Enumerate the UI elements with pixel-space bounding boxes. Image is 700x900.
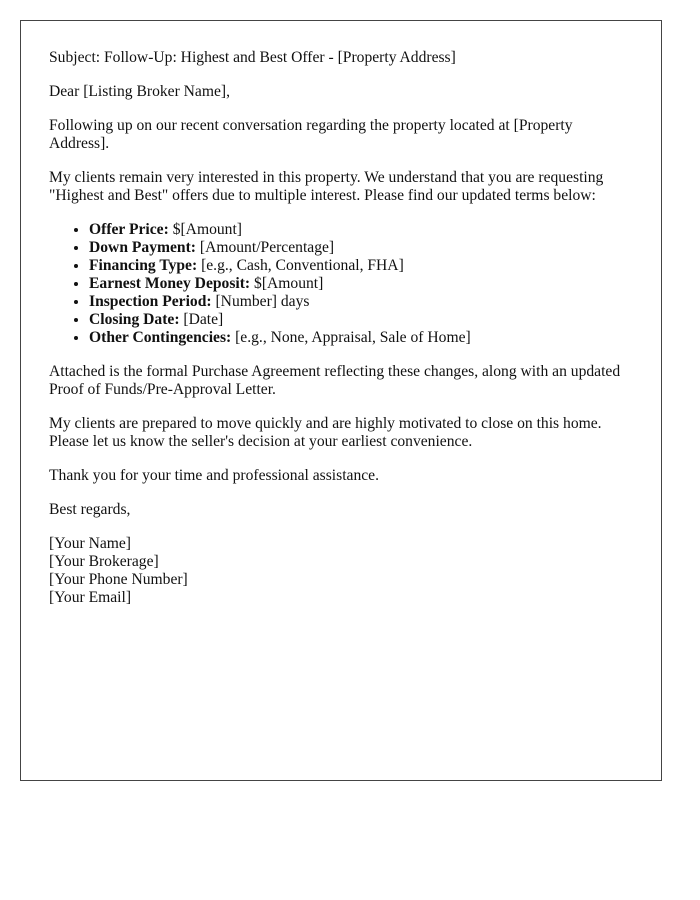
term-label: Other Contingencies:: [89, 329, 232, 346]
term-label: Offer Price:: [89, 221, 169, 238]
term-label: Closing Date:: [89, 311, 180, 328]
term-value: [e.g., None, Appraisal, Sale of Home]: [231, 329, 471, 346]
subject-line: Subject: Follow-Up: Highest and Best Offer - [Property Address]: [49, 49, 456, 66]
letter-document: [20, 20, 662, 781]
signature-phone: [Your Phone Number]: [49, 571, 188, 588]
term-other-contingencies: [89, 329, 633, 347]
attachment-paragraph: Attached is the formal Purchase Agreement reflecting these changes, along with an updated Proof of Funds/Pre-Approval Letter.: [49, 363, 621, 398]
signature-brokerage: [Your Brokerage]: [49, 553, 159, 570]
interest-paragraph: My clients remain very interested in this property. We understand that you are requesting "Highest and Best" offers due to multiple interest. Please find our updated terms below:: [49, 169, 604, 204]
salutation: Dear [Listing Broker Name],: [49, 83, 230, 100]
term-value: [e.g., Cash, Conventional, FHA]: [197, 257, 404, 274]
signature-block: [49, 535, 633, 607]
thanks-paragraph: Thank you for your time and professional assistance.: [49, 467, 379, 484]
signature-email: [Your Email]: [49, 589, 132, 606]
term-value: $[Amount]: [168, 221, 242, 238]
term-label: Earnest Money Deposit:: [89, 275, 251, 292]
signature-name: [Your Name]: [49, 535, 132, 552]
motivation-paragraph: My clients are prepared to move quickly and are highly motivated to close on this home. Please let us know the seller's decision at your earliest convenience.: [49, 415, 602, 450]
term-value: $[Amount]: [250, 275, 324, 292]
term-label: Down Payment:: [89, 239, 196, 256]
closing-line: Best regards,: [49, 501, 131, 518]
offer-terms-list: [49, 221, 633, 347]
term-financing-type: [89, 257, 633, 275]
term-earnest-money: [89, 275, 633, 293]
term-value: [Number] days: [211, 293, 310, 310]
term-label: Financing Type:: [89, 257, 198, 274]
term-down-payment: [89, 239, 633, 257]
term-offer-price: [89, 221, 633, 239]
term-value: [Amount/Percentage]: [195, 239, 335, 256]
intro-paragraph: Following up on our recent conversation regarding the property located at [Property Address].: [49, 117, 573, 152]
term-inspection-period: [89, 293, 633, 311]
term-closing-date: [89, 311, 633, 329]
term-label: Inspection Period:: [89, 293, 212, 310]
term-value: [Date]: [179, 311, 224, 328]
